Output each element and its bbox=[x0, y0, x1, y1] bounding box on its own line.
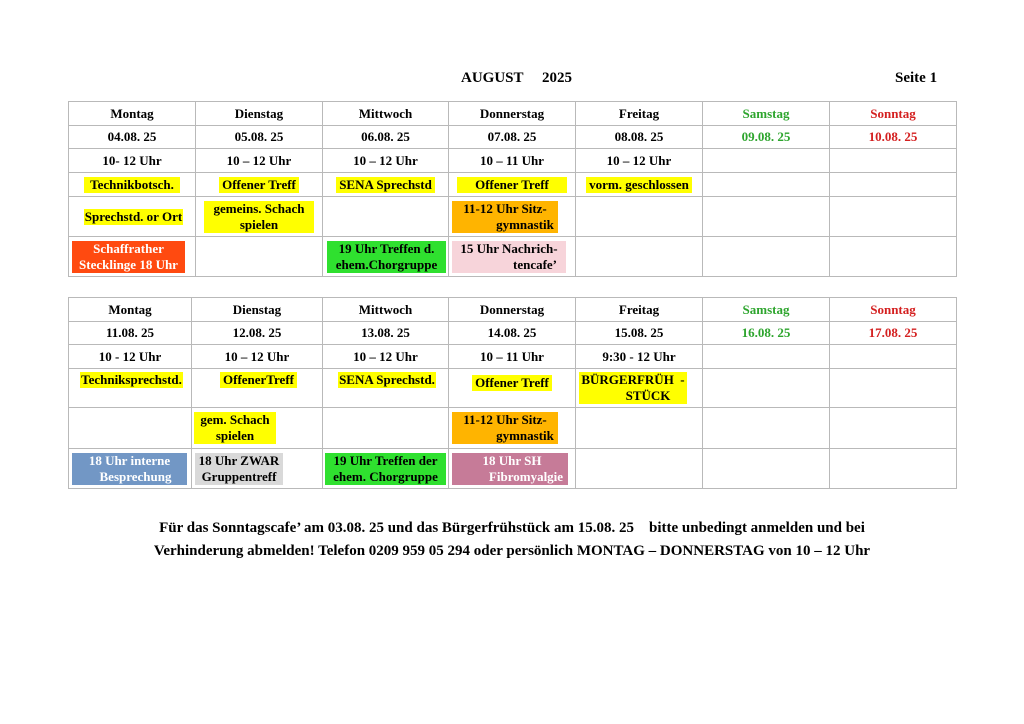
event-label: 19 Uhr Treffen d. bbox=[338, 240, 435, 256]
date-cell: 13.08. 25 bbox=[323, 322, 449, 345]
event-row bbox=[69, 408, 957, 449]
empty-cell bbox=[703, 149, 830, 173]
event-cell bbox=[449, 237, 576, 277]
event-cell bbox=[449, 408, 576, 449]
note-line: Verhinderung abmelden! Telefon 0209 959 05 294 oder persönlich MONTAG – DONNERSTAG von 10 – 12 Uhr bbox=[153, 543, 871, 559]
event-cell bbox=[192, 408, 323, 449]
empty-cell bbox=[576, 408, 703, 449]
empty-cell bbox=[830, 173, 957, 197]
date-cell-sunday: 10.08. 25 bbox=[830, 126, 957, 149]
hours-cell: 10- 12 Uhr bbox=[69, 149, 196, 173]
empty-cell bbox=[703, 237, 830, 277]
event-row bbox=[69, 197, 957, 237]
date-cell: 11.08. 25 bbox=[69, 322, 192, 345]
registration-note bbox=[60, 517, 964, 563]
day-header: Montag bbox=[69, 102, 196, 126]
event-label: ehem.Chorgruppe bbox=[335, 256, 438, 272]
hours-cell: 10 – 12 Uhr bbox=[323, 149, 449, 173]
empty-cell bbox=[830, 408, 957, 449]
hours-cell: 10 – 12 Uhr bbox=[192, 345, 323, 369]
event-label: Offener Treff bbox=[472, 375, 552, 391]
day-header: Freitag bbox=[576, 102, 703, 126]
page-title: AUGUST 2025 bbox=[461, 70, 572, 86]
event-cell bbox=[196, 197, 323, 237]
event-row bbox=[69, 369, 957, 408]
event-label: BÜRGERFRÜH - bbox=[581, 372, 685, 387]
event-label: 18 Uhr interne bbox=[88, 452, 171, 468]
date-cell: 07.08. 25 bbox=[449, 126, 576, 149]
event-cell bbox=[449, 197, 576, 237]
hours-cell: 10 - 12 Uhr bbox=[69, 345, 192, 369]
event-cell bbox=[449, 369, 576, 408]
empty-cell bbox=[576, 237, 703, 277]
event-cell bbox=[323, 237, 449, 277]
hours-cell: 10 – 12 Uhr bbox=[576, 149, 703, 173]
empty-cell bbox=[703, 408, 830, 449]
date-cell-saturday: 16.08. 25 bbox=[703, 322, 830, 345]
date-row bbox=[69, 126, 957, 149]
event-label: spielen bbox=[239, 216, 279, 232]
hours-cell: 10 – 11 Uhr bbox=[449, 149, 576, 173]
event-label: Techniksprechstd. bbox=[81, 372, 182, 387]
event-label: vorm. geschlossen bbox=[586, 177, 692, 193]
empty-cell bbox=[576, 449, 703, 489]
schedule-table-week2 bbox=[68, 297, 957, 489]
event-label: ehem. Chorgruppe bbox=[333, 468, 438, 484]
day-header: Dienstag bbox=[196, 102, 323, 126]
day-header: Donnerstag bbox=[449, 298, 576, 322]
event-cell bbox=[69, 173, 196, 197]
event-cell bbox=[192, 369, 323, 408]
day-header: Montag bbox=[69, 298, 192, 322]
empty-cell bbox=[703, 369, 830, 408]
day-header-sunday: Sonntag bbox=[830, 102, 957, 126]
event-label: gemeins. Schach bbox=[213, 200, 305, 216]
hours-cell: 10 – 12 Uhr bbox=[323, 345, 449, 369]
date-cell: 12.08. 25 bbox=[192, 322, 323, 345]
date-cell-sunday: 17.08. 25 bbox=[830, 322, 957, 345]
empty-cell bbox=[323, 408, 449, 449]
day-header-row bbox=[69, 298, 957, 322]
date-cell-saturday: 09.08. 25 bbox=[703, 126, 830, 149]
date-cell: 08.08. 25 bbox=[576, 126, 703, 149]
date-row bbox=[69, 322, 957, 345]
event-label: Offener Treff bbox=[457, 177, 567, 193]
event-label: Schaffrather bbox=[93, 240, 164, 256]
date-cell: 15.08. 25 bbox=[576, 322, 703, 345]
event-cell bbox=[196, 173, 323, 197]
hours-row bbox=[69, 149, 957, 173]
day-header: Mittwoch bbox=[323, 102, 449, 126]
event-label: Sprechstd. or Ort bbox=[84, 208, 183, 224]
page-number: Seite 1 bbox=[895, 70, 938, 86]
schedule-table-week1 bbox=[68, 101, 957, 277]
event-cell bbox=[69, 237, 196, 277]
day-header: Freitag bbox=[576, 298, 703, 322]
empty-cell bbox=[830, 449, 957, 489]
day-header: Donnerstag bbox=[449, 102, 576, 126]
event-label: 19 Uhr Treffen der bbox=[333, 452, 438, 468]
event-cell bbox=[323, 449, 449, 489]
empty-cell bbox=[196, 237, 323, 277]
event-label: gymnastik bbox=[496, 216, 554, 232]
day-header: Mittwoch bbox=[323, 298, 449, 322]
event-label: spielen bbox=[215, 428, 255, 443]
note-line: Für das Sonntagscafe’ am 03.08. 25 und das Bürgerfrühstück am 15.08. 25 bitte unbedingt anmelden und bei bbox=[159, 520, 865, 536]
day-header-sunday: Sonntag bbox=[830, 298, 957, 322]
date-cell: 05.08. 25 bbox=[196, 126, 323, 149]
empty-cell bbox=[703, 173, 830, 197]
day-header-row bbox=[69, 102, 957, 126]
event-label: 11-12 Uhr Sitz- bbox=[463, 200, 547, 216]
day-header-saturday: Samstag bbox=[703, 102, 830, 126]
event-label: SENA Sprechstd. bbox=[339, 372, 435, 387]
event-label: 18 Uhr ZWAR bbox=[198, 452, 280, 468]
event-cell bbox=[323, 173, 449, 197]
empty-cell bbox=[830, 369, 957, 408]
event-label: Besprechung bbox=[99, 468, 172, 484]
event-row bbox=[69, 449, 957, 489]
empty-cell bbox=[703, 449, 830, 489]
event-label: Fibromyalgie bbox=[488, 468, 564, 484]
event-label: SENA Sprechstd bbox=[336, 177, 435, 193]
event-cell bbox=[449, 449, 576, 489]
event-label: Stecklinge 18 Uhr bbox=[79, 256, 178, 272]
event-cell bbox=[323, 369, 449, 408]
event-label: 11-12 Uhr Sitz- bbox=[463, 412, 547, 427]
hours-cell: 10 – 12 Uhr bbox=[196, 149, 323, 173]
hours-cell: 9:30 - 12 Uhr bbox=[576, 345, 703, 369]
event-cell bbox=[69, 369, 192, 408]
empty-cell bbox=[69, 408, 192, 449]
empty-cell bbox=[323, 197, 449, 237]
event-cell bbox=[69, 197, 196, 237]
date-cell: 14.08. 25 bbox=[449, 322, 576, 345]
event-label: gymnastik bbox=[496, 428, 554, 443]
event-cell bbox=[576, 173, 703, 197]
event-label: tencafe’ bbox=[512, 256, 558, 272]
empty-cell bbox=[703, 345, 830, 369]
event-cell bbox=[192, 449, 323, 489]
event-label: Technikbotsch. bbox=[84, 177, 180, 193]
empty-cell bbox=[830, 197, 957, 237]
event-label: 15 Uhr Nachrich- bbox=[460, 240, 558, 256]
event-cell bbox=[69, 449, 192, 489]
day-header: Dienstag bbox=[192, 298, 323, 322]
empty-cell bbox=[576, 197, 703, 237]
date-cell: 04.08. 25 bbox=[69, 126, 196, 149]
event-row bbox=[69, 237, 957, 277]
empty-cell bbox=[830, 149, 957, 173]
event-label: Gruppentreff bbox=[201, 468, 277, 484]
event-label: OffenerTreff bbox=[220, 372, 297, 388]
hours-cell: 10 – 11 Uhr bbox=[449, 345, 576, 369]
event-label: Offener Treff bbox=[219, 177, 299, 193]
hours-row bbox=[69, 345, 957, 369]
event-cell bbox=[449, 173, 576, 197]
empty-cell bbox=[703, 197, 830, 237]
empty-cell bbox=[830, 345, 957, 369]
event-label: gem. Schach bbox=[200, 412, 270, 427]
event-label: 18 Uhr SH bbox=[482, 452, 542, 468]
event-label: STÜCK bbox=[625, 388, 671, 403]
day-header-saturday: Samstag bbox=[703, 298, 830, 322]
empty-cell bbox=[830, 237, 957, 277]
event-cell bbox=[576, 369, 703, 408]
event-row bbox=[69, 173, 957, 197]
date-cell: 06.08. 25 bbox=[323, 126, 449, 149]
